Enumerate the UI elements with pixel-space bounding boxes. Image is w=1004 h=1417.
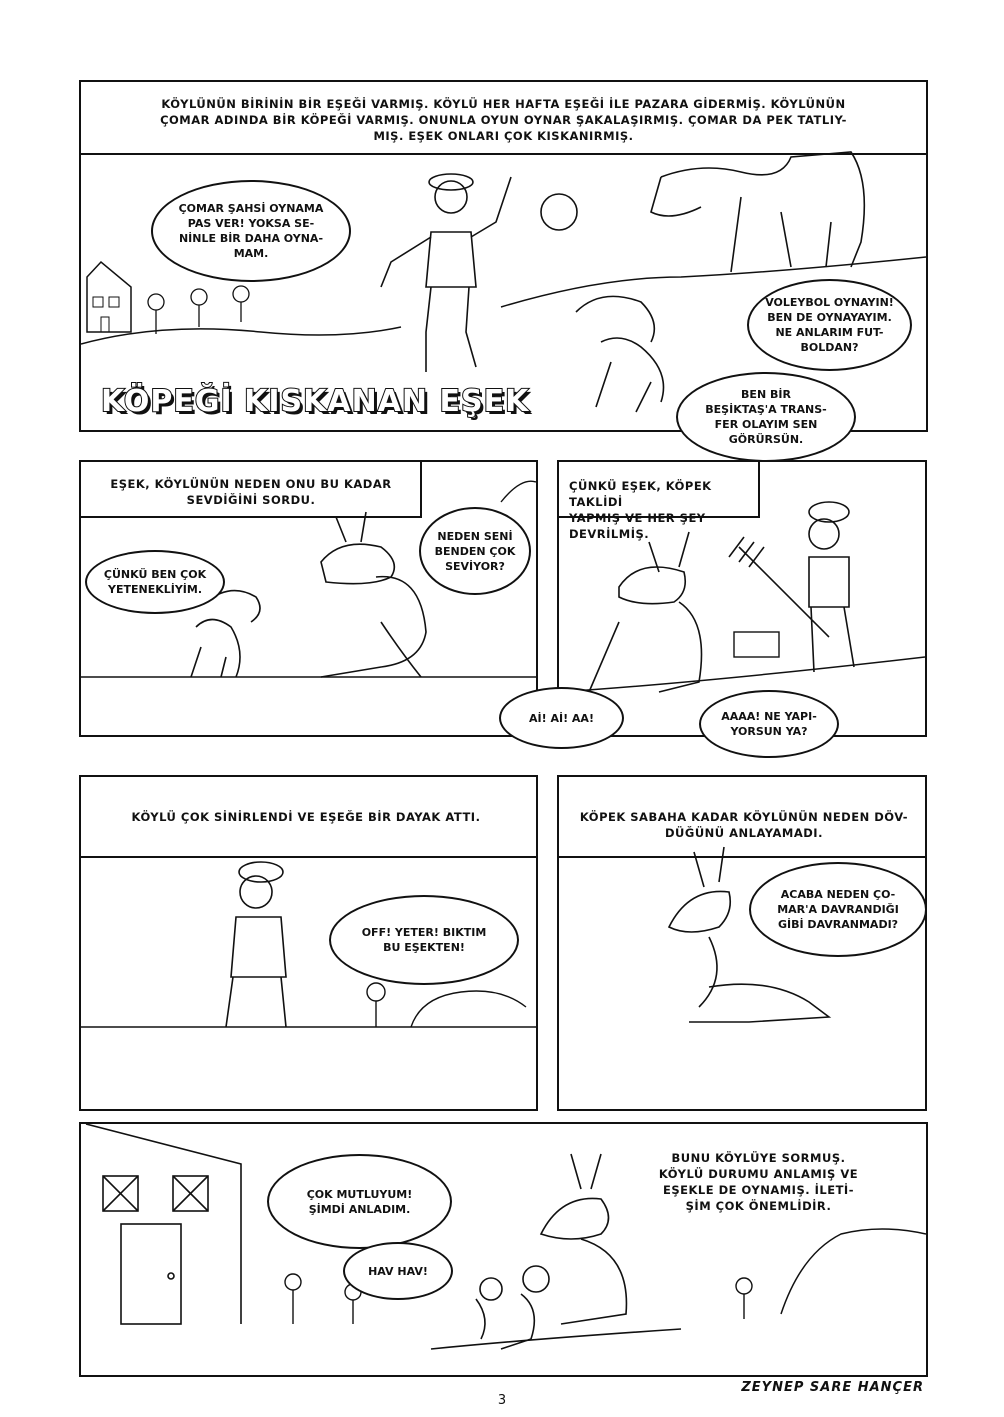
panel-1 <box>79 80 928 446</box>
page-number: 3 <box>497 1393 507 1408</box>
speech-bubble-farmer: AAAA! NE YAPI- YORSUN YA? <box>699 690 839 758</box>
panel-6 <box>79 1122 928 1377</box>
speech-bubble-farmer: OFF! YETER! BIKTIM BU EŞEKTEN! <box>329 895 519 985</box>
comic-title: KÖPEĞİ KISKANAN EŞEK <box>101 384 530 419</box>
speech-bubble-dog: ÇÜNKÜ BEN ÇOK YETENEKLİYİM. <box>85 550 225 614</box>
panel-6-caption: BUNU KÖYLÜYE SORMUŞ. KÖYLÜ DURUMU ANLAMIŞ VE EŞEKLE DE OYNAMIŞ. İLETİ- ŞİM ÇOK ÖNEMLİDİR. <box>658 1151 859 1213</box>
panel-2-caption: EŞEK, KÖYLÜNÜN NEDEN ONU BU KADAR SEVDİĞİNİ SORDU. <box>110 477 392 507</box>
speech-bubble-dog: BEN BİR BEŞİKTAŞ'A TRANS- FER OLAYIM SEN GÖRÜRSÜN. <box>676 372 856 462</box>
speech-bubble-donkey: NEDEN SENİ BENDEN ÇOK SEVİYOR? <box>419 507 531 595</box>
panel-4-caption: KÖYLÜ ÇOK SİNİRLENDİ VE EŞEĞE BİR DAYAK ATTI. <box>131 810 481 824</box>
panel-5-caption: KÖPEK SABAHA KADAR KÖYLÜNÜN NEDEN DÖV- DÜĞÜNÜ ANLAYAMADI. <box>579 810 909 840</box>
panel-3 <box>529 460 927 738</box>
panel-1-caption: KÖYLÜNÜN BİRİNİN BİR EŞEĞİ VARMIŞ. KÖYLÜ HER HAFTA EŞEĞİ İLE PAZARA GİDERMİŞ. KÖYLÜNÜN ÇOMAR ADINDA BİR KÖPEĞİ VARMIŞ. ONUNLA OYUN OYNAR ŞAKALAŞIRMIŞ. ÇOMAR DA PEK TATLIY- MIŞ. EŞEK ONLARI ÇOK KISKANIRMIŞ. <box>160 97 847 143</box>
panel-2 <box>79 460 538 737</box>
speech-bubble-donkey: ÇOK MUTLUYUM! ŞİMDİ ANLADIM. <box>267 1154 452 1249</box>
author-name: ZEYNEP SARE HANÇER <box>741 1380 924 1395</box>
speech-bubble-donkey: ACABA NEDEN ÇO- MAR'A DAVRANDIĞI GİBİ DAVRANMADI? <box>749 862 927 957</box>
panel-3-caption: ÇÜNKÜ EŞEK, KÖPEK TAKLİDİ YAPMIŞ VE HER ŞEY DEVRİLMİŞ. <box>569 479 712 541</box>
speech-bubble-donkey: Aİ! Aİ! AA! <box>499 687 624 749</box>
speech-bubble-dog: HAV HAV! <box>343 1242 453 1300</box>
panel-5 <box>557 775 927 1111</box>
speech-bubble-farmer: ÇOMAR ŞAHSİ OYNAMA PAS VER! YOKSA SE- NİNLE BİR DAHA OYNA- MAM. <box>151 180 351 282</box>
speech-bubble-donkey: VOLEYBOL OYNAYIN! BEN DE OYNAYAYIM. NE ANLARIM FUT- BOLDAN? <box>747 279 912 371</box>
panel-4 <box>79 775 538 1111</box>
